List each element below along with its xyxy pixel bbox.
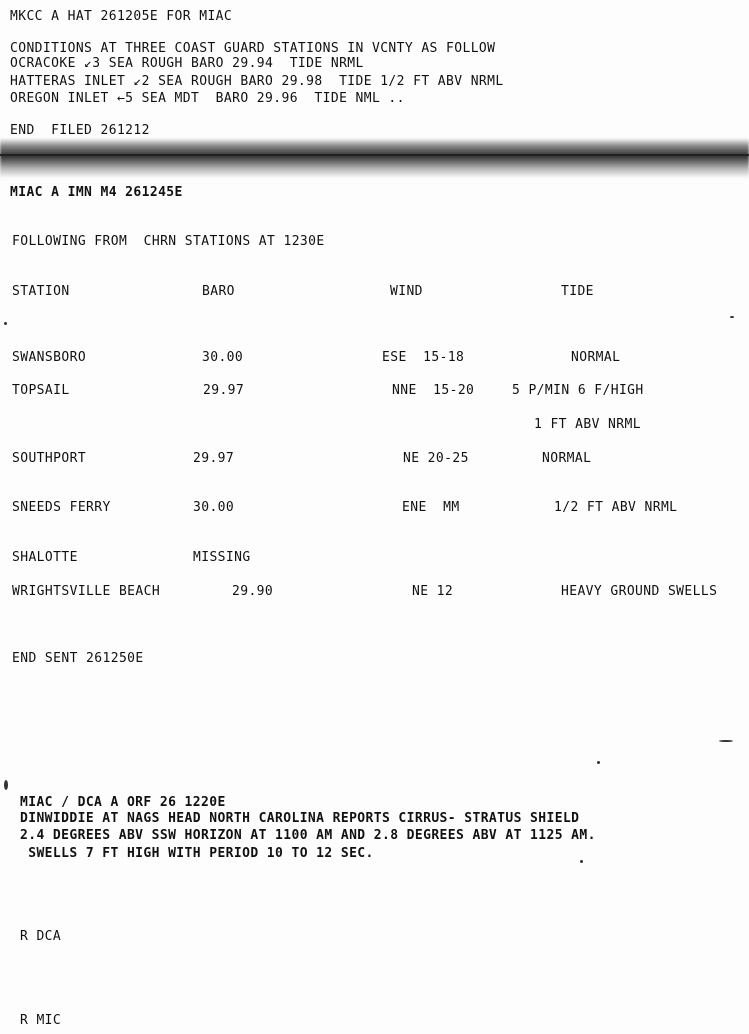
scan-speck xyxy=(719,740,733,742)
wind-cell: ENE MM xyxy=(402,500,460,515)
baro-cell: 29.97 xyxy=(203,383,245,398)
msg1-footer: END FILED 261212 xyxy=(10,123,150,138)
msg3-line: MIAC / DCA A ORF 26 1220E xyxy=(20,795,226,810)
station-cell: SWANSBORO xyxy=(12,350,87,365)
msg1-line: HATTERAS INLET ↙2 SEA ROUGH BARO 29.98 TIDE 1/2 FT ABV NRML xyxy=(10,74,504,89)
baro-cell: 30.00 xyxy=(202,350,244,365)
routing-line: R MIC xyxy=(20,1013,62,1028)
station-cell: SHALOTTE xyxy=(12,550,78,565)
station-cell: SNEEDS FERRY xyxy=(12,500,111,515)
tide-cell: 5 P/MIN 6 F/HIGH xyxy=(512,383,644,398)
msg2-footer: END SENT 261250E xyxy=(12,651,144,666)
column-header-wind: WIND xyxy=(390,284,423,299)
tide-cell: 1/2 FT ABV NRML xyxy=(554,500,678,515)
column-header-baro: BARO xyxy=(202,284,235,299)
paper-tear-edge xyxy=(0,154,749,156)
scan-speck xyxy=(580,860,583,863)
station-cell: WRIGHTSVILLE BEACH xyxy=(12,584,161,599)
tide-cell: NORMAL xyxy=(571,350,621,365)
station-cell: SOUTHPORT xyxy=(12,451,87,466)
baro-cell: 30.00 xyxy=(193,500,235,515)
scan-speck xyxy=(730,316,734,318)
scan-speck xyxy=(4,322,7,325)
paper-tear xyxy=(0,138,749,178)
wind-cell: NNE 15-20 xyxy=(392,383,475,398)
routing-line: R DCA xyxy=(20,929,62,944)
msg3-line: 2.4 DEGREES ABV SSW HORIZON AT 1100 AM AND 2.8 DEGREES ABV AT 1125 AM. xyxy=(20,828,596,843)
wind-cell: NE 20-25 xyxy=(403,451,469,466)
scan-speck xyxy=(597,761,600,764)
msg2-intro: FOLLOWING FROM CHRN STATIONS AT 1230E xyxy=(12,234,325,249)
msg1-line: CONDITIONS AT THREE COAST GUARD STATIONS IN VCNTY AS FOLLOW xyxy=(10,41,496,56)
scan-speck xyxy=(4,780,8,790)
msg3-line: DINWIDDIE AT NAGS HEAD NORTH CAROLINA REPORTS CIRRUS- STRATUS SHIELD xyxy=(20,811,580,826)
msg3-line: SWELLS 7 FT HIGH WITH PERIOD 10 TO 12 SEC. xyxy=(20,846,374,861)
msg1-line: OCRACOKE ↙3 SEA ROUGH BARO 29.94 TIDE NRML xyxy=(10,56,364,71)
msg1-line: OREGON INLET ←5 SEA MDT BARO 29.96 TIDE NML .. xyxy=(10,91,405,106)
wind-cell: NE 12 xyxy=(412,584,454,599)
tide-cell: 1 FT ABV NRML xyxy=(534,417,641,432)
station-cell: TOPSAIL xyxy=(12,383,70,398)
tide-cell: NORMAL xyxy=(542,451,592,466)
msg1-header: MKCC A HAT 261205E FOR MIAC xyxy=(10,9,233,24)
wind-cell: ESE 15-18 xyxy=(382,350,465,365)
column-header-tide: TIDE xyxy=(561,284,594,299)
baro-cell: 29.97 xyxy=(193,451,235,466)
tide-cell: HEAVY GROUND SWELLS xyxy=(561,584,718,599)
baro-cell: MISSING xyxy=(193,550,251,565)
column-header-station: STATION xyxy=(12,284,70,299)
baro-cell: 29.90 xyxy=(232,584,274,599)
msg2-header: MIAC A IMN M4 261245E xyxy=(10,185,183,200)
